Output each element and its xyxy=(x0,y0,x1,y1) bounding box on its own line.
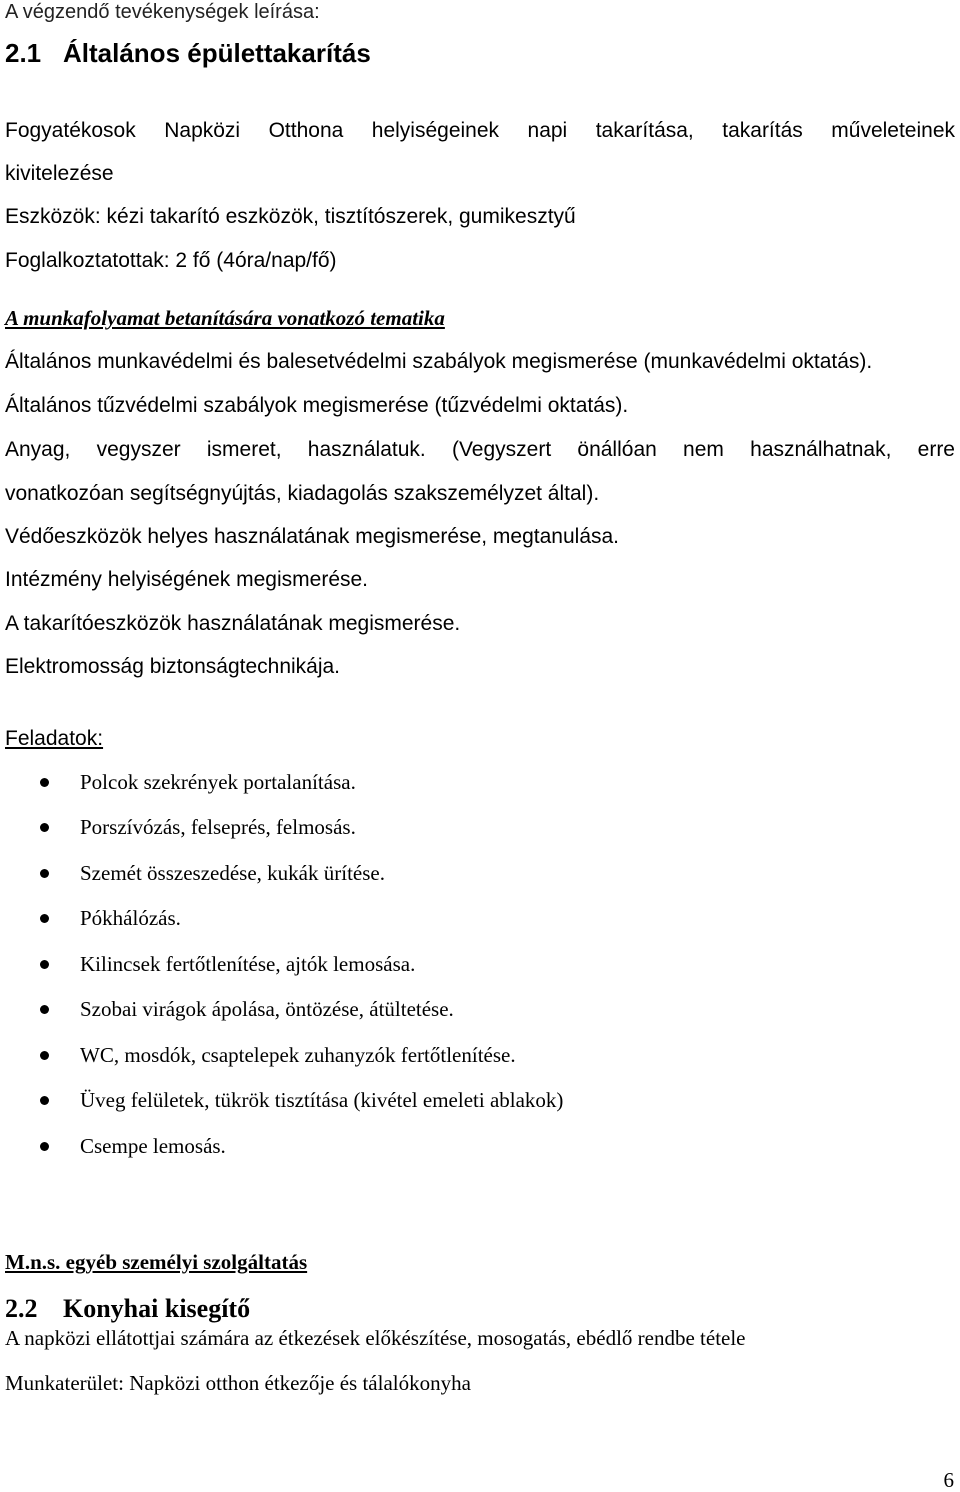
section-heading-2-2 xyxy=(5,1296,250,1322)
bullet-icon xyxy=(40,869,49,878)
task-text: Szemét összeszedése, kukák ürítése. xyxy=(80,861,385,885)
tematika-item: Általános munkavédelmi és balesetvédelmi szabályok megismerése (munkavédelmi oktatás). xyxy=(5,350,873,373)
tematika-item: Védőeszközök helyes használatának megismerése, megtanulása. xyxy=(5,525,620,548)
tematika-item: vonatkozóan segítségnyújtás, kiadagolás szakszemélyzet által). xyxy=(5,482,600,505)
task-text: Kilincsek fertőtlenítése, ajtók lemosása. xyxy=(80,952,416,976)
description-line-1: Fogyatékosok Napközi Otthona helyiségeinek napi takarítása, takarítás műveleteinek xyxy=(5,119,955,142)
task-text: Üveg felületek, tükrök tisztítása (kivétel emeleti ablakok) xyxy=(80,1088,564,1112)
task-text: Polcok szekrények portalanítása. xyxy=(80,770,356,794)
task-text: WC, mosdók, csaptelepek zuhanyzók fertőtlenítése. xyxy=(80,1043,516,1067)
task-text: Csempe lemosás. xyxy=(80,1134,226,1158)
page-number: 6 xyxy=(943,1468,954,1492)
tasks-title: Feladatok: xyxy=(5,727,104,750)
tematika-item: Anyag, vegyszer ismeret, használatuk. (Vegyszert önállóan nem használhatnak, erre xyxy=(5,438,955,461)
task-text: Pókhálózás. xyxy=(80,906,181,930)
section-title: Általános épülettakarítás xyxy=(63,38,371,68)
task-text: Szobai virágok ápolása, öntözése, átültetése. xyxy=(80,997,454,1021)
tematika-item: Elektromosság biztonságtechnikája. xyxy=(5,655,341,678)
tematika-item: Általános tűzvédelmi szabályok megismerése (tűzvédelmi oktatás). xyxy=(5,394,629,417)
tematika-item: Intézmény helyiségének megismerése. xyxy=(5,568,369,591)
section2-line-1: A napközi ellátottjai számára az étkezések előkészítése, mosogatás, ebédlő rendbe tétele xyxy=(5,1326,746,1350)
bullet-icon xyxy=(40,1005,49,1014)
tematika-item: A takarítóeszközök használatának megismerése. xyxy=(5,612,461,635)
task-text: Porszívózás, felseprés, felmosás. xyxy=(80,815,356,839)
section2-line-2: Munkaterület: Napközi otthon étkezője és tálalókonyha xyxy=(5,1371,471,1395)
intro-label: A végzendő tevékenységek leírása: xyxy=(5,1,320,23)
bullet-icon xyxy=(40,960,49,969)
bullet-icon xyxy=(40,778,49,787)
bullet-icon xyxy=(40,1051,49,1060)
section-number: 2.2 xyxy=(5,1294,38,1323)
section-number: 2.1 xyxy=(5,38,42,68)
description-line-2: kivitelezése xyxy=(5,162,114,185)
bullet-icon xyxy=(40,1096,49,1105)
category-label: M.n.s. egyéb személyi szolgáltatás xyxy=(5,1250,308,1274)
section-heading-2-1 xyxy=(5,40,371,66)
bullet-icon xyxy=(40,823,49,832)
tematika-title: A munkafolyamat betanítására vonatkozó tematika xyxy=(5,306,445,330)
bullet-icon xyxy=(40,1142,49,1151)
bullet-icon xyxy=(40,914,49,923)
tools-line: Eszközök: kézi takarító eszközök, tisztítószerek, gumikesztyű xyxy=(5,205,576,228)
staff-line: Foglalkoztatottak: 2 fő (4óra/nap/fő) xyxy=(5,249,337,272)
section-title: Konyhai kisegítő xyxy=(63,1294,251,1323)
